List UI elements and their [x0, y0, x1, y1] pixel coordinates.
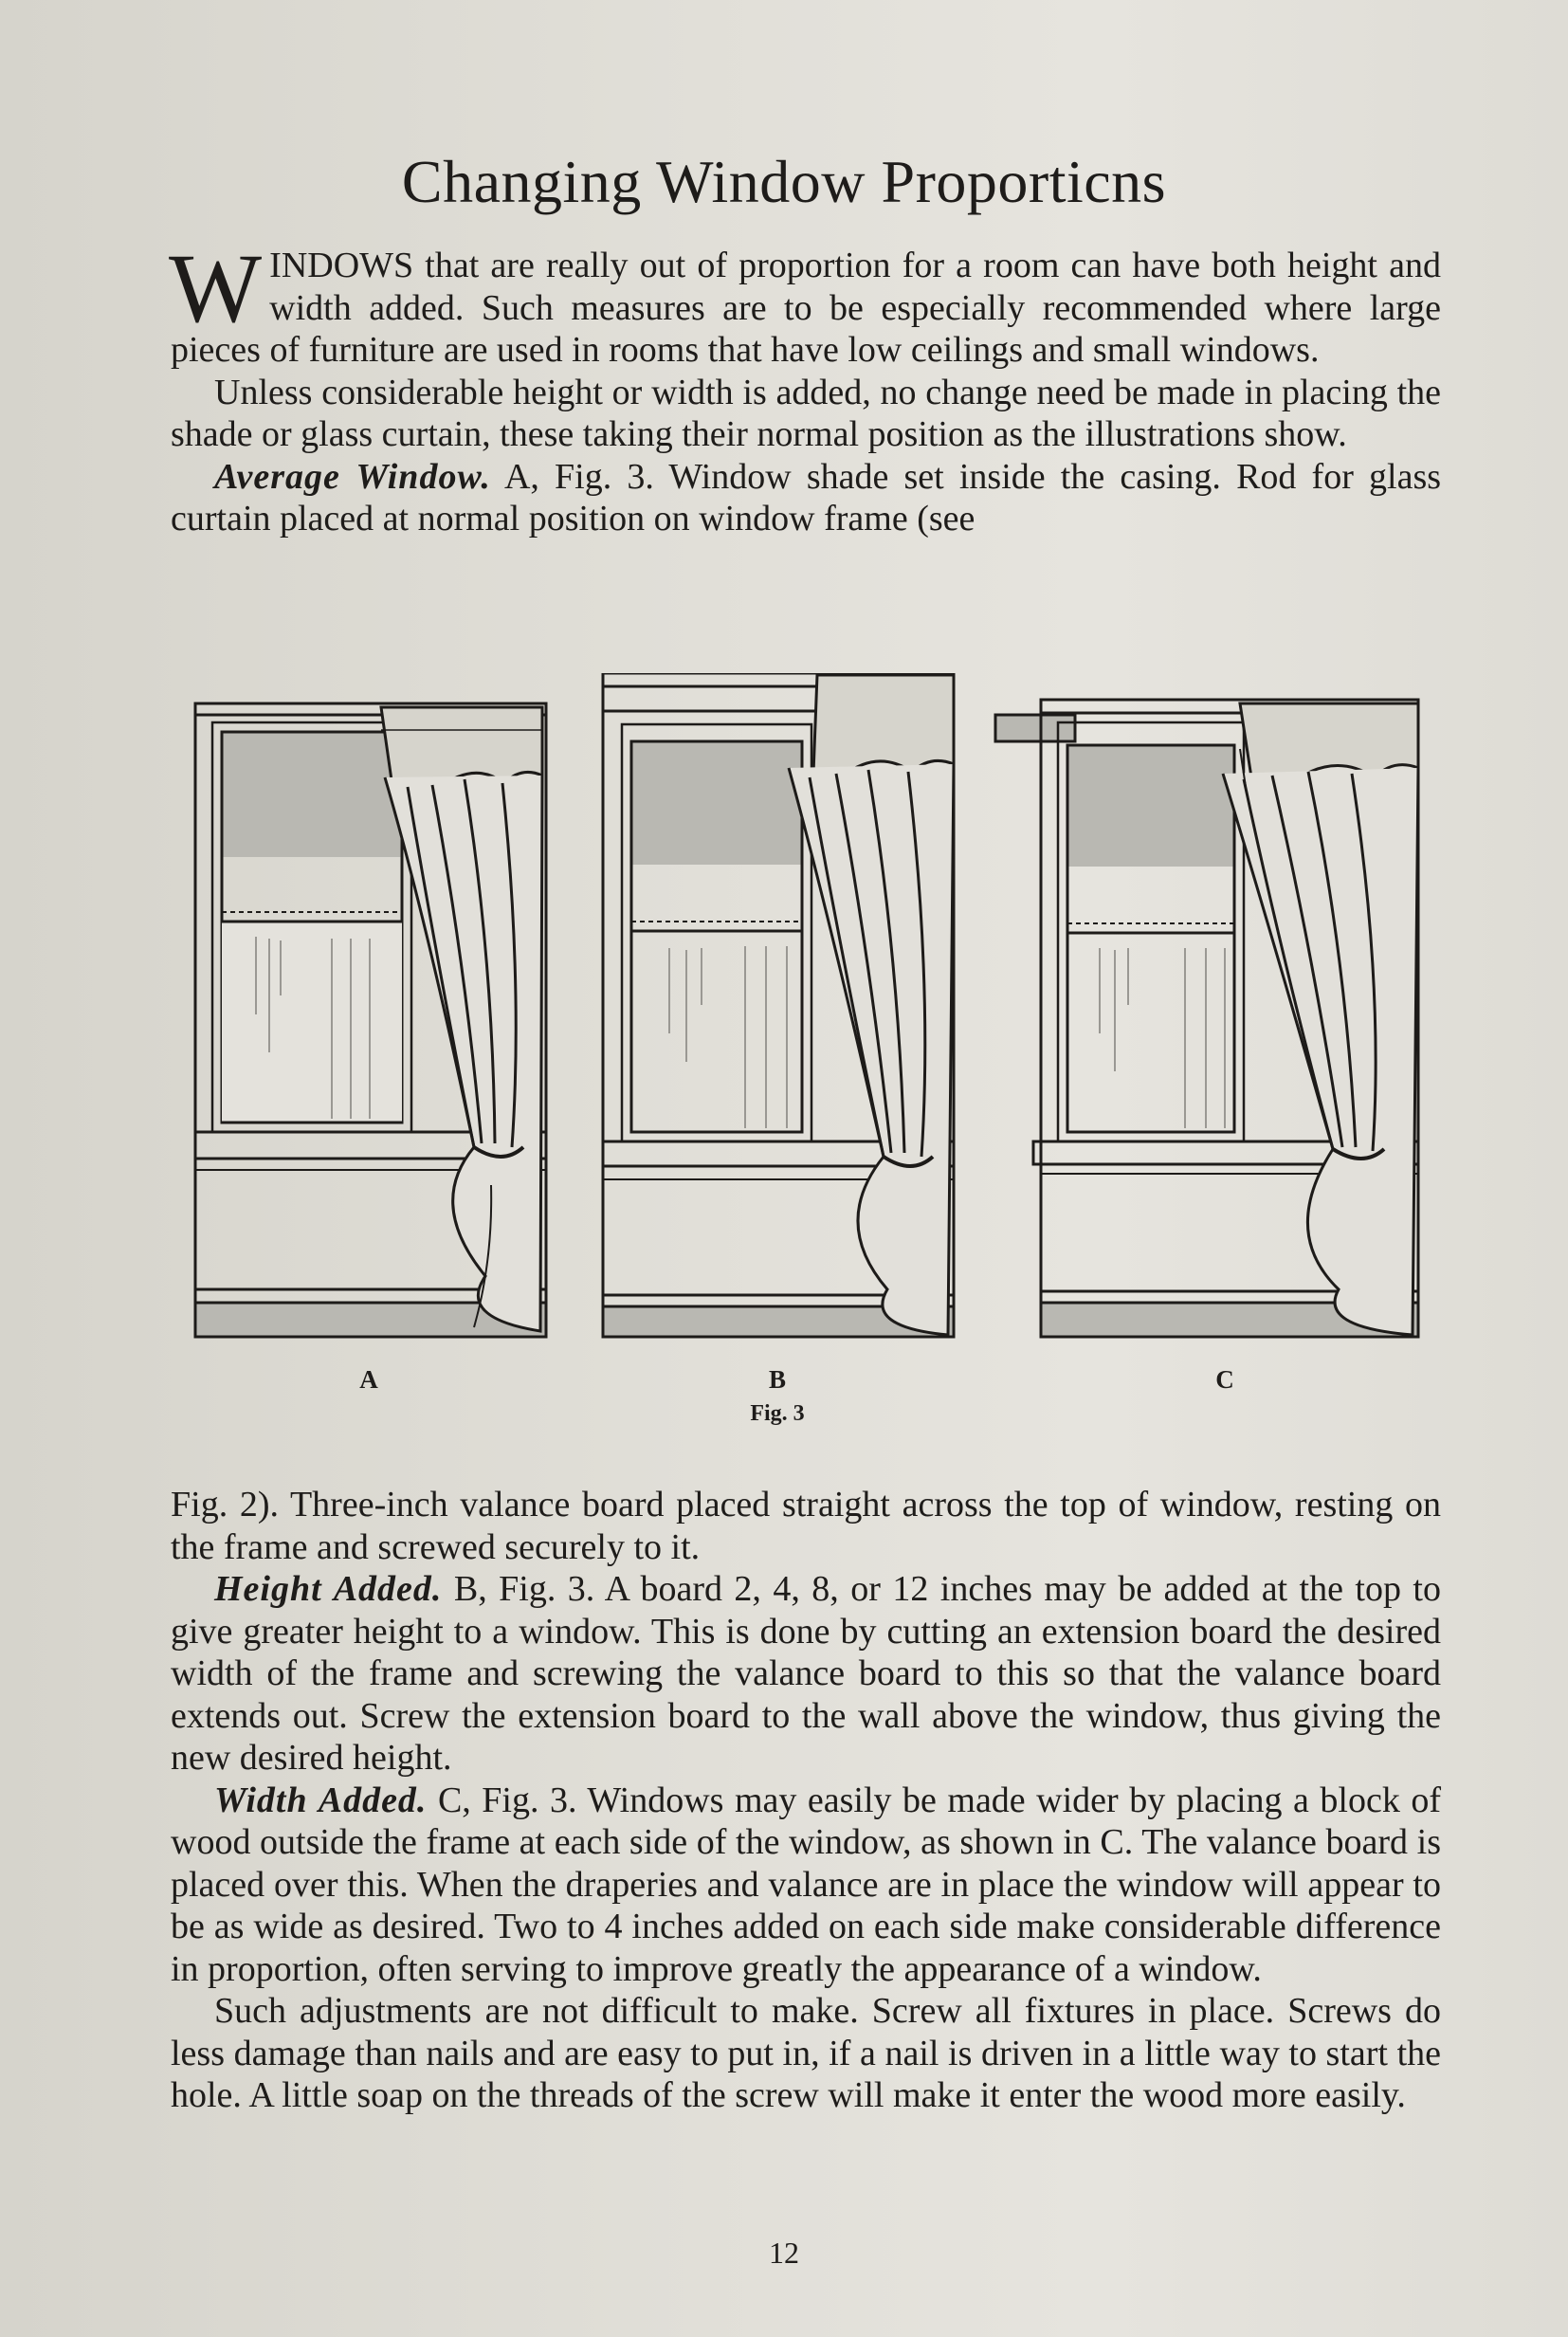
paragraph-7: Such adjustments are not difficult to make. Screw all fixtures in place. Screws do less damage than nails and are easy to put in, if a nail is driven in a little way to start the hole. A little soap on the threads of the screw will make it enter the wood more easily. — [171, 1991, 1441, 2115]
window-a-drawing — [195, 703, 546, 1337]
paragraph-5-text: B, Fig. 3. A board 2, 4, 8, or 12 inches may be added at the top to give greater height to a window. This is done by cutting an extension board the desired width of the frame and screwing the valance board to this so that the valance board extends out. Screw the extension board to the wall above the window, thus giving the new desired height. — [171, 1569, 1441, 1778]
lower-text — [171, 1484, 1441, 2117]
paragraph-3 — [171, 456, 1441, 540]
figure-3 — [190, 673, 1422, 1432]
runin-heading: Height Added. — [214, 1569, 443, 1609]
label-c: C — [1215, 1365, 1234, 1394]
label-b: B — [768, 1365, 786, 1394]
paragraph-5 — [171, 1568, 1441, 1780]
window-b-drawing — [603, 673, 954, 1337]
runin-heading: Average Window. — [214, 456, 491, 497]
paragraph-6-text: C, Fig. 3. Windows may easily be made wider by placing a block of wood outside the frame at each side of the window, as shown in C. The valance board is placed over this. When the draperies and valance are in place the window will appear to be as wide as desired. Two to 4 inches added on each side make considerable difference in proportion, often serving to improve greatly the appearance of a window. — [171, 1780, 1442, 1989]
upper-text — [169, 234, 1442, 540]
intro-text: INDOWS that are really out of proportion for a room can have both height and width added. Such measures are to be especially recommended where large pieces of furniture are used in rooms that have low ceilings and small windows. — [171, 246, 1441, 370]
intro-paragraph — [169, 234, 1441, 372]
page-title: Changing Window Proporticns — [401, 148, 1167, 215]
paragraph-6 — [171, 1780, 1441, 1991]
paragraph-3-text: A, Fig. 3. Window shade set inside the casing. Rod for glass curtain placed at normal position on window frame (see — [171, 456, 1442, 539]
paragraph-2: Unless considerable height or width is added, no change need be made in placing the shade or glass curtain, these taking their normal position as the illustrations show. — [171, 372, 1441, 454]
drop-cap: W — [169, 234, 263, 343]
window-illustrations — [190, 673, 1422, 1356]
figure-caption: Fig. 3 — [750, 1401, 805, 1426]
runin-heading: Width Added. — [214, 1780, 428, 1820]
window-c-drawing — [995, 700, 1418, 1337]
page-number: 12 — [769, 2236, 799, 2270]
paragraph-4: Fig. 2). Three-inch valance board placed straight across the top of window, resting on the frame and screwed securely to it. — [171, 1485, 1441, 1567]
label-a: A — [359, 1365, 378, 1394]
